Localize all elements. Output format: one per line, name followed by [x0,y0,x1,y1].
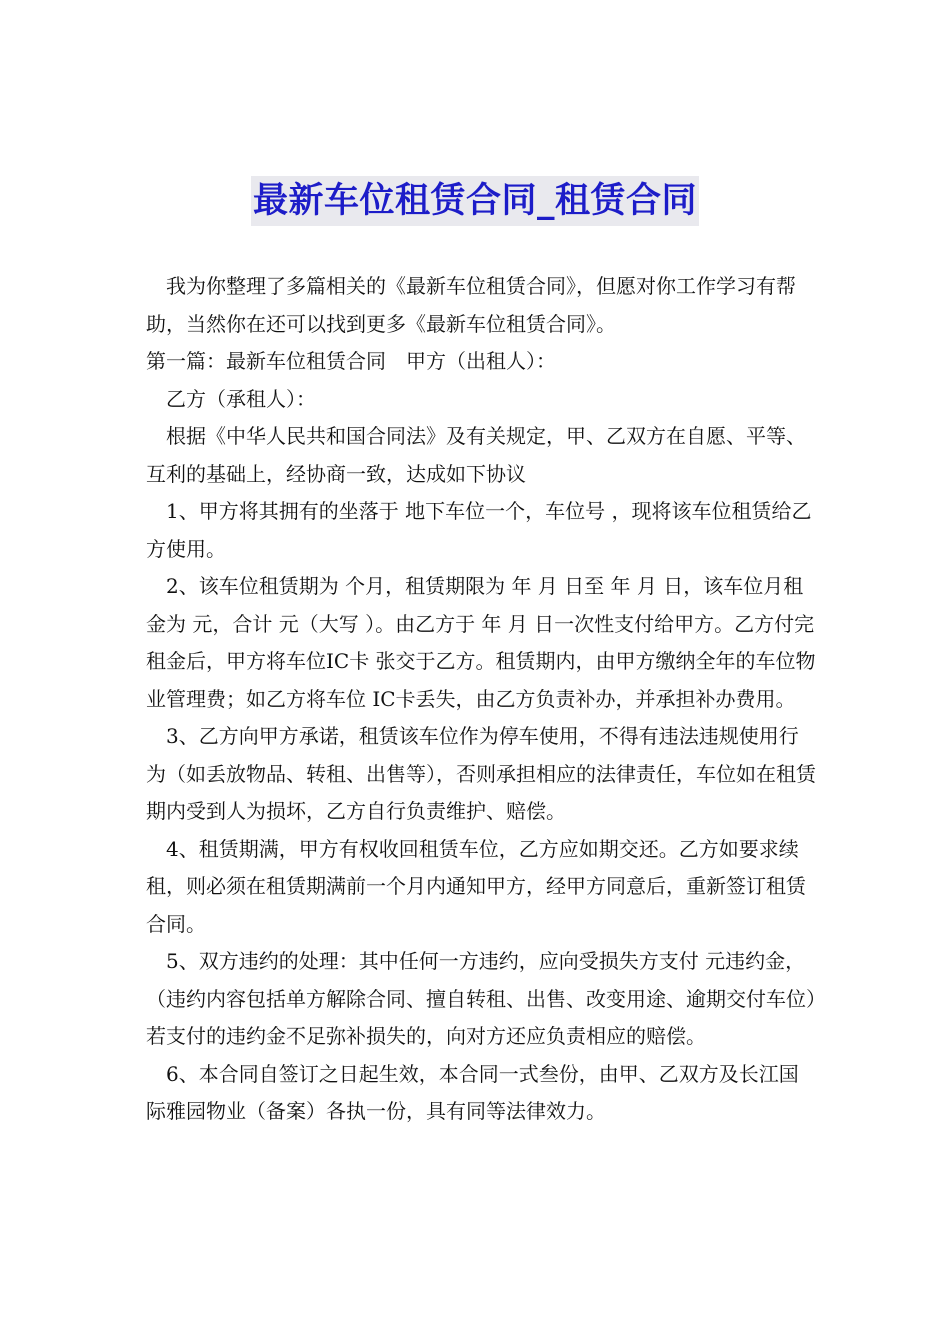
paragraph-basis: 根据《中华人民共和国合同法》及有关规定，甲、乙双方在自愿、平等、互利的基础上，经协商一致，达成如下协议 [146,424,806,486]
paragraph-clause-6: 6、本合同自签订之日起生效，本合同一式叁份，由甲、乙双方及长江国际雅园物业（备案）各执一份，具有同等法律效力。 [146,1061,799,1123]
paragraph-clause-5: 5、双方违约的处理：其中任何一方违约，应向受损失方支付 元违约金，（违约内容包括单方解除合同、擅自转租、出售、改变用途、逾期交付车位）若支付的违约金不足弥补损失的，向对方还应负责相应的赔偿。 [146,949,816,1048]
document-body [146,268,816,1131]
paragraph-party-b: 乙方（承租人）： [166,386,316,411]
paragraph-intro: 我为你整理了多篇相关的《最新车位租赁合同》，但愿对你工作学习有帮助，当然你在还可以找到更多《最新车位租赁合同》。 [146,274,796,336]
paragraph-clause-3: 3、乙方向甲方承诺，租赁该车位作为停车使用，不得有违法违规使用行为（如丢放物品、转租、出售等），否则承担相应的法律责任，车位如在租赁期内受到人为损坏，乙方自行负责维护、赔偿。 [146,724,816,823]
paragraph-clause-2: 2、该车位租赁期为 个月，租赁期限为 年 月 日至 年 月 日，该车位月租金为 元，合计 元（大写 ）。由乙方于 年 月 日一次性支付给甲方。乙方付完租金后，甲方将车位IC卡 张交于乙方。租赁期内，由甲方缴纳全年的车位物业管理费；如乙方将车位 IC卡丢失，由乙方负责补办，并承担补办费用。 [146,574,816,711]
document-title: 最新车位租赁合同_租赁合同 [251,176,699,226]
title-container [0,176,950,226]
paragraph-part-one-heading: 第一篇：最新车位租赁合同 甲方（出租人）： [146,349,556,373]
paragraph-clause-1: 1、甲方将其拥有的坐落于 地下车位一个，车位号 ，现将该车位租赁给乙方使用。 [146,499,812,561]
paragraph-clause-4: 4、租赁期满，甲方有权收回租赁车位，乙方应如期交还。乙方如要求续租，则必须在租赁期满前一个月内通知甲方，经甲方同意后，重新签订租赁合同。 [146,836,806,936]
